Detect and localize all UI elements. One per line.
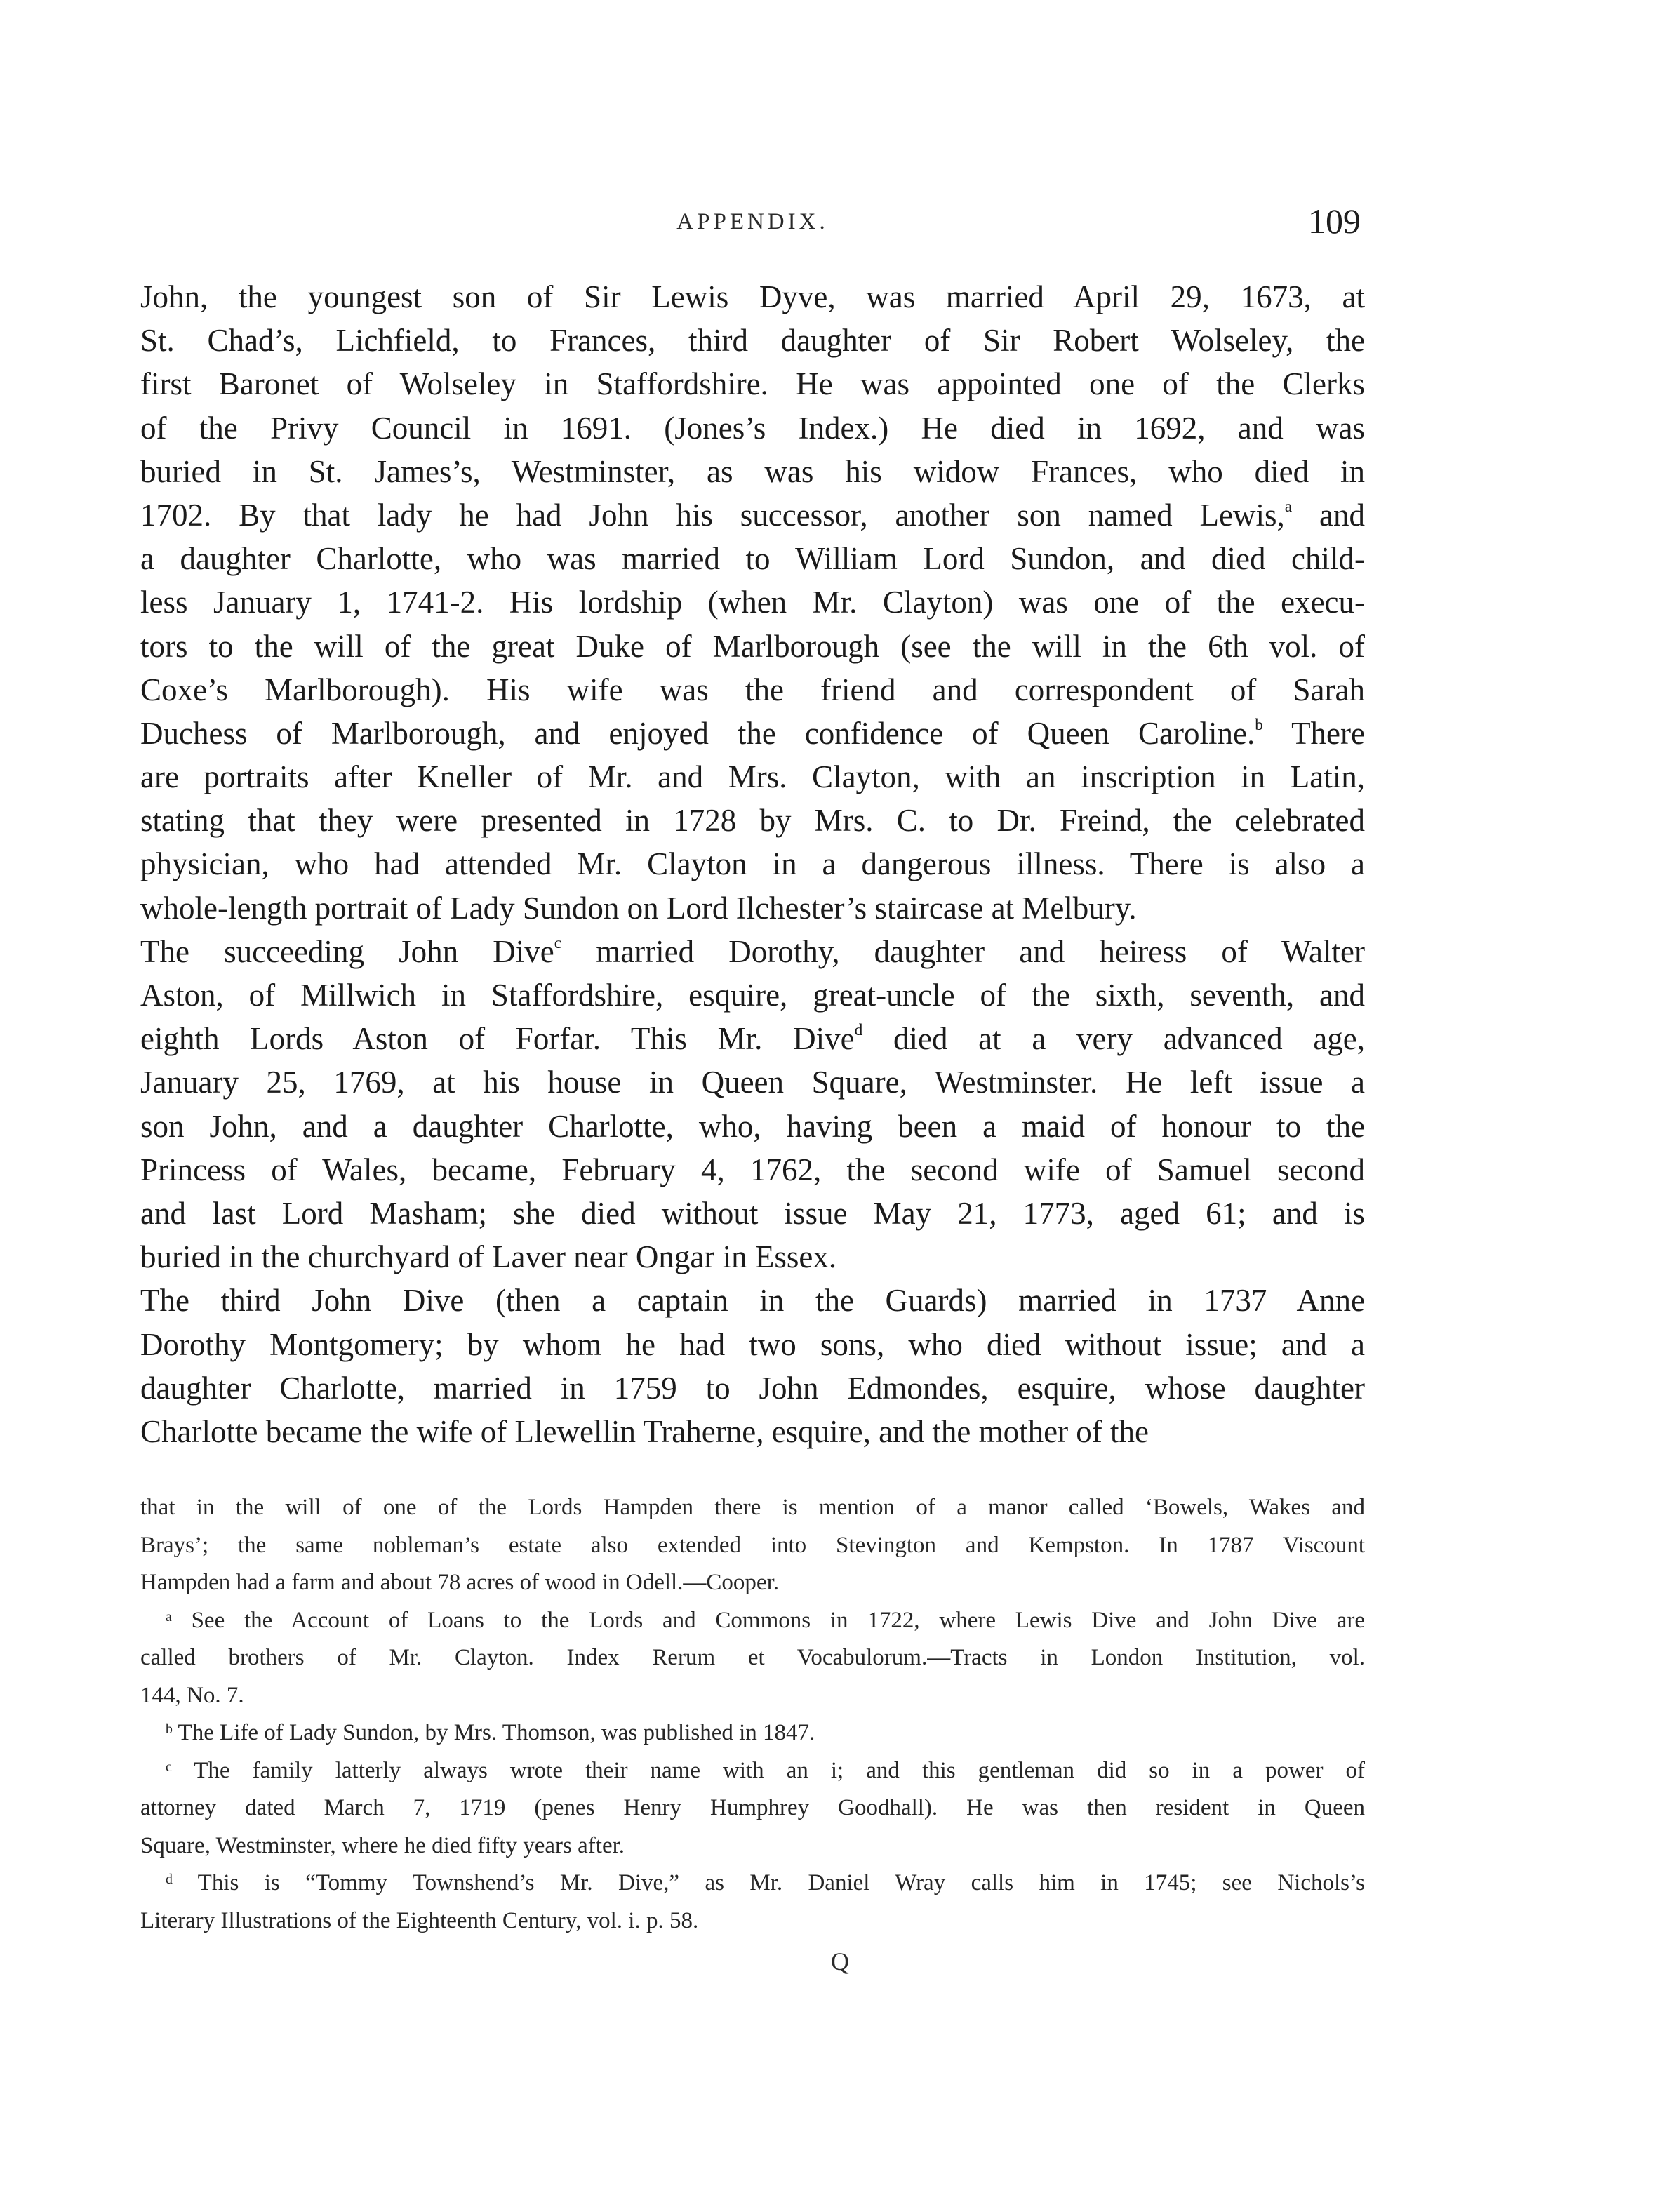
body-text: stating that they were presented in 1728 by Mrs. C. to Dr. Freind, the celebrated (140, 803, 1365, 839)
body-text: son John, and a daughter Charlotte, who, having been a maid of honour to the (140, 1108, 1365, 1144)
footnote-reference: c (554, 933, 562, 952)
body-text: eighth Lords Aston of Forfar. This Mr. Dive (140, 1021, 855, 1057)
footnote-reference: a (1284, 498, 1293, 516)
body-text: Dorothy Montgomery; by whom he had two sons, who died without issue; and a (140, 1326, 1365, 1362)
body-text: are portraits after Kneller of Mr. and Mrs. Clayton, with an inscription in Latin, (140, 759, 1365, 795)
body-line (140, 450, 1365, 493)
footnote-text: Literary Illustrations of the Eighteenth Century, vol. i. p. 58. (140, 1907, 699, 1933)
body-line (140, 668, 1365, 712)
body-line (140, 1235, 1365, 1279)
body-text: a daughter Charlotte, who was married to William Lord Sundon, and died child- (140, 541, 1365, 577)
body-text: whole-length portrait of Lady Sundon on Lord Ilchester’s staircase at Melbury. (140, 890, 1137, 926)
footnote-line (140, 1527, 1365, 1565)
footnote-text: called brothers of Mr. Clayton. Index Rerum et Vocabulorum.—Tracts in London Institution, vol. (140, 1645, 1365, 1670)
body-line (140, 1366, 1365, 1410)
footnote-text: The Life of Lady Sundon, by Mrs. Thomson, was published in 1847. (172, 1720, 815, 1745)
footnote-text: Square, Westminster, where he died fifty years after. (140, 1832, 625, 1858)
body-text: The third John Dive (then a captain in the Guards) married in 1737 Anne (140, 1283, 1365, 1319)
body-text: buried in the churchyard of Laver near Ongar in Essex. (140, 1239, 837, 1275)
body-text: tors to the will of the great Duke of Marlborough (see the will in the 6th vol. of (140, 628, 1365, 664)
body-line (140, 1323, 1365, 1366)
body-line (140, 1410, 1365, 1453)
running-head (140, 201, 1365, 250)
footnote-marker: a (166, 1608, 172, 1625)
running-title: APPENDIX. (676, 209, 829, 234)
footnote-line (140, 1865, 1365, 1902)
footnote-line (140, 1790, 1365, 1827)
body-text: buried in St. James’s, Westminster, as was his widow Frances, who died in (140, 453, 1365, 489)
footnote-line (140, 1752, 1365, 1790)
body-line (140, 275, 1365, 319)
footnote-reference: b (1255, 716, 1263, 734)
body-text: died at a very advanced age, (862, 1021, 1365, 1057)
main-text (140, 275, 1365, 1453)
footnote-line (140, 1489, 1365, 1527)
body-line (140, 362, 1365, 406)
body-text: John, the youngest son of Sir Lewis Dyve, was married April 29, 1673, at (140, 279, 1365, 314)
body-text: January 25, 1769, at his house in Queen Square, Westminster. He left issue a (140, 1065, 1365, 1100)
footnote-text: 144, No. 7. (140, 1682, 244, 1708)
footnote-line (140, 1677, 1365, 1715)
body-line (140, 1017, 1365, 1060)
body-line (140, 537, 1365, 580)
body-text: 1702. By that lady he had John his successor, another son named Lewis, (140, 497, 1285, 533)
body-text: Princess of Wales, became, February 4, 1762, the second wife of Samuel second (140, 1152, 1365, 1187)
body-line (140, 755, 1365, 799)
body-text: There (1262, 715, 1365, 751)
body-text: physician, who had attended Mr. Clayton in a dangerous illness. There is also a (140, 846, 1365, 882)
body-line (140, 319, 1365, 362)
footnote-line (140, 1602, 1365, 1640)
body-text: first Baronet of Wolseley in Staffordshire. He was appointed one of the Clerks (140, 366, 1365, 402)
body-text: and last Lord Masham; she died without issue May 21, 1773, aged 61; and is (140, 1195, 1365, 1231)
footnote-line (140, 1714, 1365, 1752)
body-line (140, 799, 1365, 842)
body-text: and (1292, 497, 1365, 533)
body-line (140, 1192, 1365, 1235)
footnote-marker: b (166, 1721, 173, 1738)
body-text: St. Chad’s, Lichfield, to Frances, third daughter of Sir Robert Wolseley, the (140, 323, 1365, 359)
body-line (140, 1148, 1365, 1192)
footnote-text: The family latterly always wrote their name with an i; and this gentleman did so in a power of (171, 1757, 1365, 1783)
signature-mark: Q (831, 1947, 849, 1975)
footnotes (140, 1489, 1365, 1940)
footnote-text: Hampden had a farm and about 78 acres of wood in Odell.—Cooper. (140, 1570, 779, 1595)
body-line (140, 973, 1365, 1017)
body-text: daughter Charlotte, married in 1759 to John Edmondes, esquire, whose daughter (140, 1370, 1365, 1406)
body-line (140, 625, 1365, 668)
footnote-line (140, 1902, 1365, 1940)
body-line (140, 580, 1365, 624)
footnote-marker: d (166, 1872, 173, 1888)
body-line (140, 1060, 1365, 1104)
body-text: Duchess of Marlborough, and enjoyed the confidence of Queen Caroline. (140, 715, 1255, 751)
body-line (140, 1105, 1365, 1148)
footnote-line (140, 1564, 1365, 1602)
body-line (140, 930, 1365, 973)
body-text: Aston, of Millwich in Staffordshire, esquire, great-uncle of the sixth, seventh, and (140, 978, 1365, 1013)
body-line (140, 712, 1365, 755)
footnote-reference: d (854, 1021, 863, 1040)
body-text: Charlotte became the wife of Llewellin Traherne, esquire, and the mother of the (140, 1413, 1149, 1449)
body-line (140, 886, 1365, 930)
body-line (140, 842, 1365, 886)
footnote-marker: c (166, 1759, 172, 1775)
footnote-line (140, 1827, 1365, 1865)
footnote-line (140, 1639, 1365, 1677)
footnote-text: See the Account of Loans to the Lords and Commons in 1722, where Lewis Dive and John Dive are (171, 1607, 1365, 1633)
body-text: less January 1, 1741-2. His lordship (when Mr. Clayton) was one of the execu- (140, 585, 1365, 620)
footnote-text: that in the will of one of the Lords Hampden there is mention of a manor called ‘Bowels, Wakes and (140, 1495, 1365, 1520)
footnote-text: Brays’; the same nobleman’s estate also extended into Stevington and Kempston. In 1787 Viscount (140, 1532, 1365, 1558)
body-text: The succeeding John Dive (140, 933, 554, 969)
body-line (140, 1279, 1365, 1322)
footnote-text: This is “Tommy Townshend’s Mr. Dive,” as Mr. Daniel Wray calls him in 1745; see Nichols’s (172, 1870, 1365, 1895)
page-number: 109 (1308, 201, 1361, 241)
body-text: married Dorothy, daughter and heiress of Walter (561, 933, 1365, 969)
body-text: Coxe’s Marlborough). His wife was the friend and correspondent of Sarah (140, 672, 1365, 707)
body-line (140, 493, 1365, 537)
footnote-text: attorney dated March 7, 1719 (penes Henry Humphrey Goodhall). He was then resident in Queen (140, 1795, 1365, 1820)
body-text: of the Privy Council in 1691. (Jones’s Index.) He died in 1692, and was (140, 410, 1365, 446)
body-line (140, 406, 1365, 450)
